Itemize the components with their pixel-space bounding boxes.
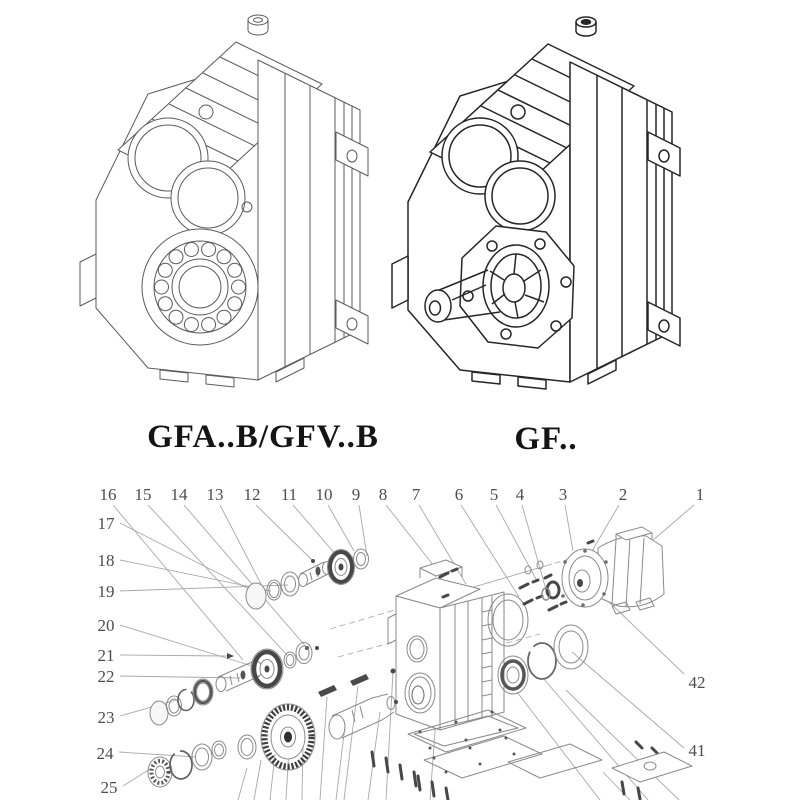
callout-6: 6 [454, 485, 464, 504]
callout-12: 12 [243, 485, 261, 504]
callout-19: 19 [97, 582, 115, 601]
callout-23: 23 [97, 708, 115, 727]
callout-42: 42 [688, 673, 706, 692]
washer [192, 744, 212, 770]
callout-25: 25 [100, 778, 118, 797]
callout-13: 13 [206, 485, 224, 504]
right-unit-side-panel [570, 62, 680, 382]
callout-24: 24 [96, 744, 114, 763]
callout-1: 1 [695, 485, 705, 504]
left-unit-side-panel [258, 60, 368, 380]
end-cap-2 [150, 701, 168, 725]
model-label-right: GF.. [514, 421, 578, 457]
callout-3: 3 [558, 485, 568, 504]
end-cap [246, 583, 266, 609]
side-cover-plate [612, 752, 692, 782]
roller-bearing [148, 757, 172, 787]
left-unit-oil-plug [248, 15, 268, 35]
callout-4: 4 [515, 485, 525, 504]
left-unit-hollow-shaft-bearing [142, 229, 258, 345]
exploded-view [97, 485, 706, 800]
output-bearing [498, 656, 528, 694]
callout-17: 17 [97, 514, 115, 533]
intermediate-gear-set [150, 643, 319, 726]
right-unit-drawing [392, 17, 680, 389]
electric-motor [561, 527, 664, 614]
model-label-left: GFA..B/GFV..B [147, 419, 379, 455]
callout-21: 21 [97, 646, 115, 665]
callout-11: 11 [280, 485, 298, 504]
callout-2: 2 [618, 485, 628, 504]
input-gear [328, 550, 355, 585]
callout-8: 8 [378, 485, 388, 504]
snap-ring [528, 643, 556, 679]
callout-7: 7 [411, 485, 421, 504]
callout-14: 14 [170, 485, 188, 504]
intermediate-gear [251, 649, 283, 689]
snap-ring-3 [170, 751, 192, 779]
callout-16: 16 [99, 485, 117, 504]
housing-front-face [396, 596, 440, 730]
callout-20: 20 [97, 616, 115, 635]
gearbox-housing [388, 560, 504, 730]
input-pinion-shaft [299, 562, 332, 587]
callout-5: 5 [489, 485, 499, 504]
callout-9: 9 [351, 485, 361, 504]
oil-seal-ring [554, 625, 588, 669]
callout-10: 10 [315, 485, 333, 504]
output-shaft [329, 694, 398, 739]
shaft-keys [318, 674, 369, 697]
bearing-2 [193, 679, 213, 705]
callout-22: 22 [97, 667, 115, 686]
right-unit-oil-plug [576, 17, 596, 36]
callout-41: 41 [688, 741, 706, 760]
left-unit-drawing [80, 15, 368, 387]
input-shaft-set [246, 549, 369, 609]
callout-15: 15 [134, 485, 152, 504]
callout-18: 18 [97, 551, 115, 570]
